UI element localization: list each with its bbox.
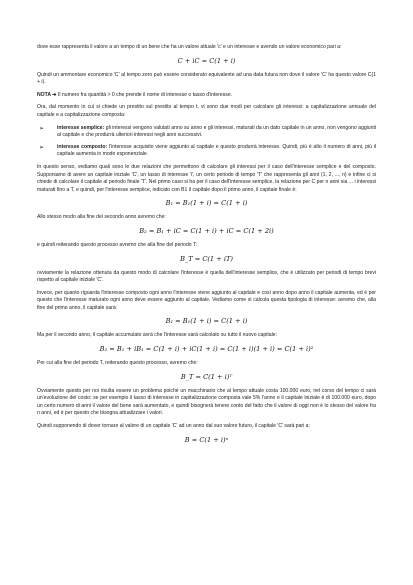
equation-compound-year1: B₁ = B₁(1 + i) = C(1 + i)	[165, 317, 248, 326]
equation-simple-final: B_T = C(1 + iT)	[180, 254, 233, 263]
paragraph-compound: Invece, per quanto riguarda l'interesse composto ogni anno l'interesse viene aggiunto al capitale e così anno dopo anno il capitale aumenta, ed è per questo che l'interesse maturato ogni anno deve essere aggiunto al capitale. Vediamo come si calcola questa tipologia di interesse: avremo che, alla fine del primo anno, il capitale sarà:	[37, 289, 376, 311]
simple-interest-term: interesse semplice:	[57, 124, 105, 131]
compound-interest-text: l'interesse acquisito viene aggiunto al capitale e questo produrrà interesse. Quindi, più è alto il numero di anni, più il capitale aumenta in modo esponenziale.	[57, 143, 376, 158]
equation-simple-year1: B₁ = B₁(1 + i) = C(1 + i)	[165, 199, 248, 208]
arrow-bullet-icon: ➢	[39, 124, 45, 132]
paragraph-compound-iterate: Per cui alla fine del periodo T, reiterando questo processo, avremo che:	[37, 360, 198, 367]
paragraph-actualization: Ovviamente questo per noi risulta essere un problema poiché un macchinario che al tempo attuale costa 100.000 euro, nel corso del tempo ci sarà un'evoluzione del costo: se per esempio il tasso di interesse in capitalizzazione composta vale 5% l'anno e il capitale iniziale è di 100.000 euro, dopo un certo numero di anni il valore del bene sarà aumentato, e quindi bisognerà tenere conto del fatto che il valore di oggi non è lo stesso del valore fra n anni, ed è per questo che bisogna attualizzare i valori.	[37, 387, 376, 417]
interest-types-list	[37, 125, 376, 159]
paragraph-equivalence: Quindi un ammontare economico 'C' al tempo zero può essere considerato equivalente ad una data futura non dove il valore 'C' ha questo valore C(1 + i).	[37, 71, 376, 86]
simple-interest-text: gli interessi vengono valutati anno su anno e gli interessi, maturati da un dato capitale in un anno, non vengono aggiunti al capitale e che produrrà ulteriori interessi negli anni successivi.	[57, 124, 376, 139]
paragraph-compound-second: Ma per il secondo anno, il capitale accumulato avrà che l'interesse sarà calcolato su tutto il nuovo capitale:	[37, 332, 277, 339]
arrow-bullet-icon: ➢	[39, 143, 45, 151]
equation-compound-final: B_T = C(1 + i)ᵀ	[180, 372, 233, 381]
note-label: NOTA ➔	[37, 91, 57, 98]
note-paragraph	[37, 92, 376, 100]
list-item-compound	[37, 144, 376, 159]
compound-interest-term: interesse composto:	[57, 143, 108, 150]
paragraph-methods: Ora, dal momento in cui si chiede un prestito sul prestito al tempo t, vi sono due modi per calcolare gli interessi: a capitalizzazione annuale del capitale e a capitalizzazione composta:	[37, 104, 376, 118]
paragraph-future-value: Quindi supponendo di dover tornare al valore di un capitale 'C' ad un anno dal suo valore futuro, il capitale 'C' sarà pari a:	[37, 423, 310, 430]
equation-equivalence: C + iC = C(1 + i)	[177, 56, 236, 65]
paragraph-simple-conclusion: ovviamente la relazione ottenuta da questo modo di calcolare l'interesse è quella dell'interesse semplice, che è utilizzato per periodi di tempo brevi rispetto al capitale iniziale 'C'.	[37, 269, 376, 284]
paragraph-setup: In questo senso, vediamo quali sono le due relazioni che permettono di calcolare gli interessi per il caso dell'interesse semplice e del composto. Supponiamo di avere un capitale iniziale 'C', un tasso di interesse 'i', un certo periodo di tempo 'T' che rappresenta gli anni (1, 2, ..., n) e infine ci si chiede di calcolare il capitale al periodo finale 'T'. Nel primo caso si ha per il caso dell'interesse semplice, la relazione per C per n anni sia ... i interessi maturati fino a T, e quindi, per l'interesse semplice, indicato con B1 il capitale dopo il primo anno, il capitale finale è:	[37, 163, 376, 193]
paragraph-intro: dove esse rappresenta il valore a un tempo di un bene che ha un valore attuale 'c' e un interesse e avendo un valore economico pari a:	[37, 44, 342, 50]
note-text: Il numero fra quantità > 0 che prende il nome di interesse o tasso d'interesse.	[57, 91, 233, 98]
equation-compound-year2: B₂ = B₁ + iB₁ = C(1 + i) + iC(1 + i) = C(1 + i)(1 + i) = C(1 + i)²	[99, 345, 314, 354]
paragraph-second-year: Allo stesso modo alla fine del secondo anno avremo che:	[37, 214, 166, 221]
paragraph-iterate: e quindi reiterando questo processo avremo che alla fine del periodo T:	[37, 241, 197, 248]
list-item-simple	[37, 125, 376, 140]
equation-future-value: B = C(1 + i)ⁿ	[184, 435, 229, 444]
equation-simple-year2: B₂ = B₁ + iC = C(1 + i) + iC = C(1 + 2i)	[139, 226, 274, 235]
